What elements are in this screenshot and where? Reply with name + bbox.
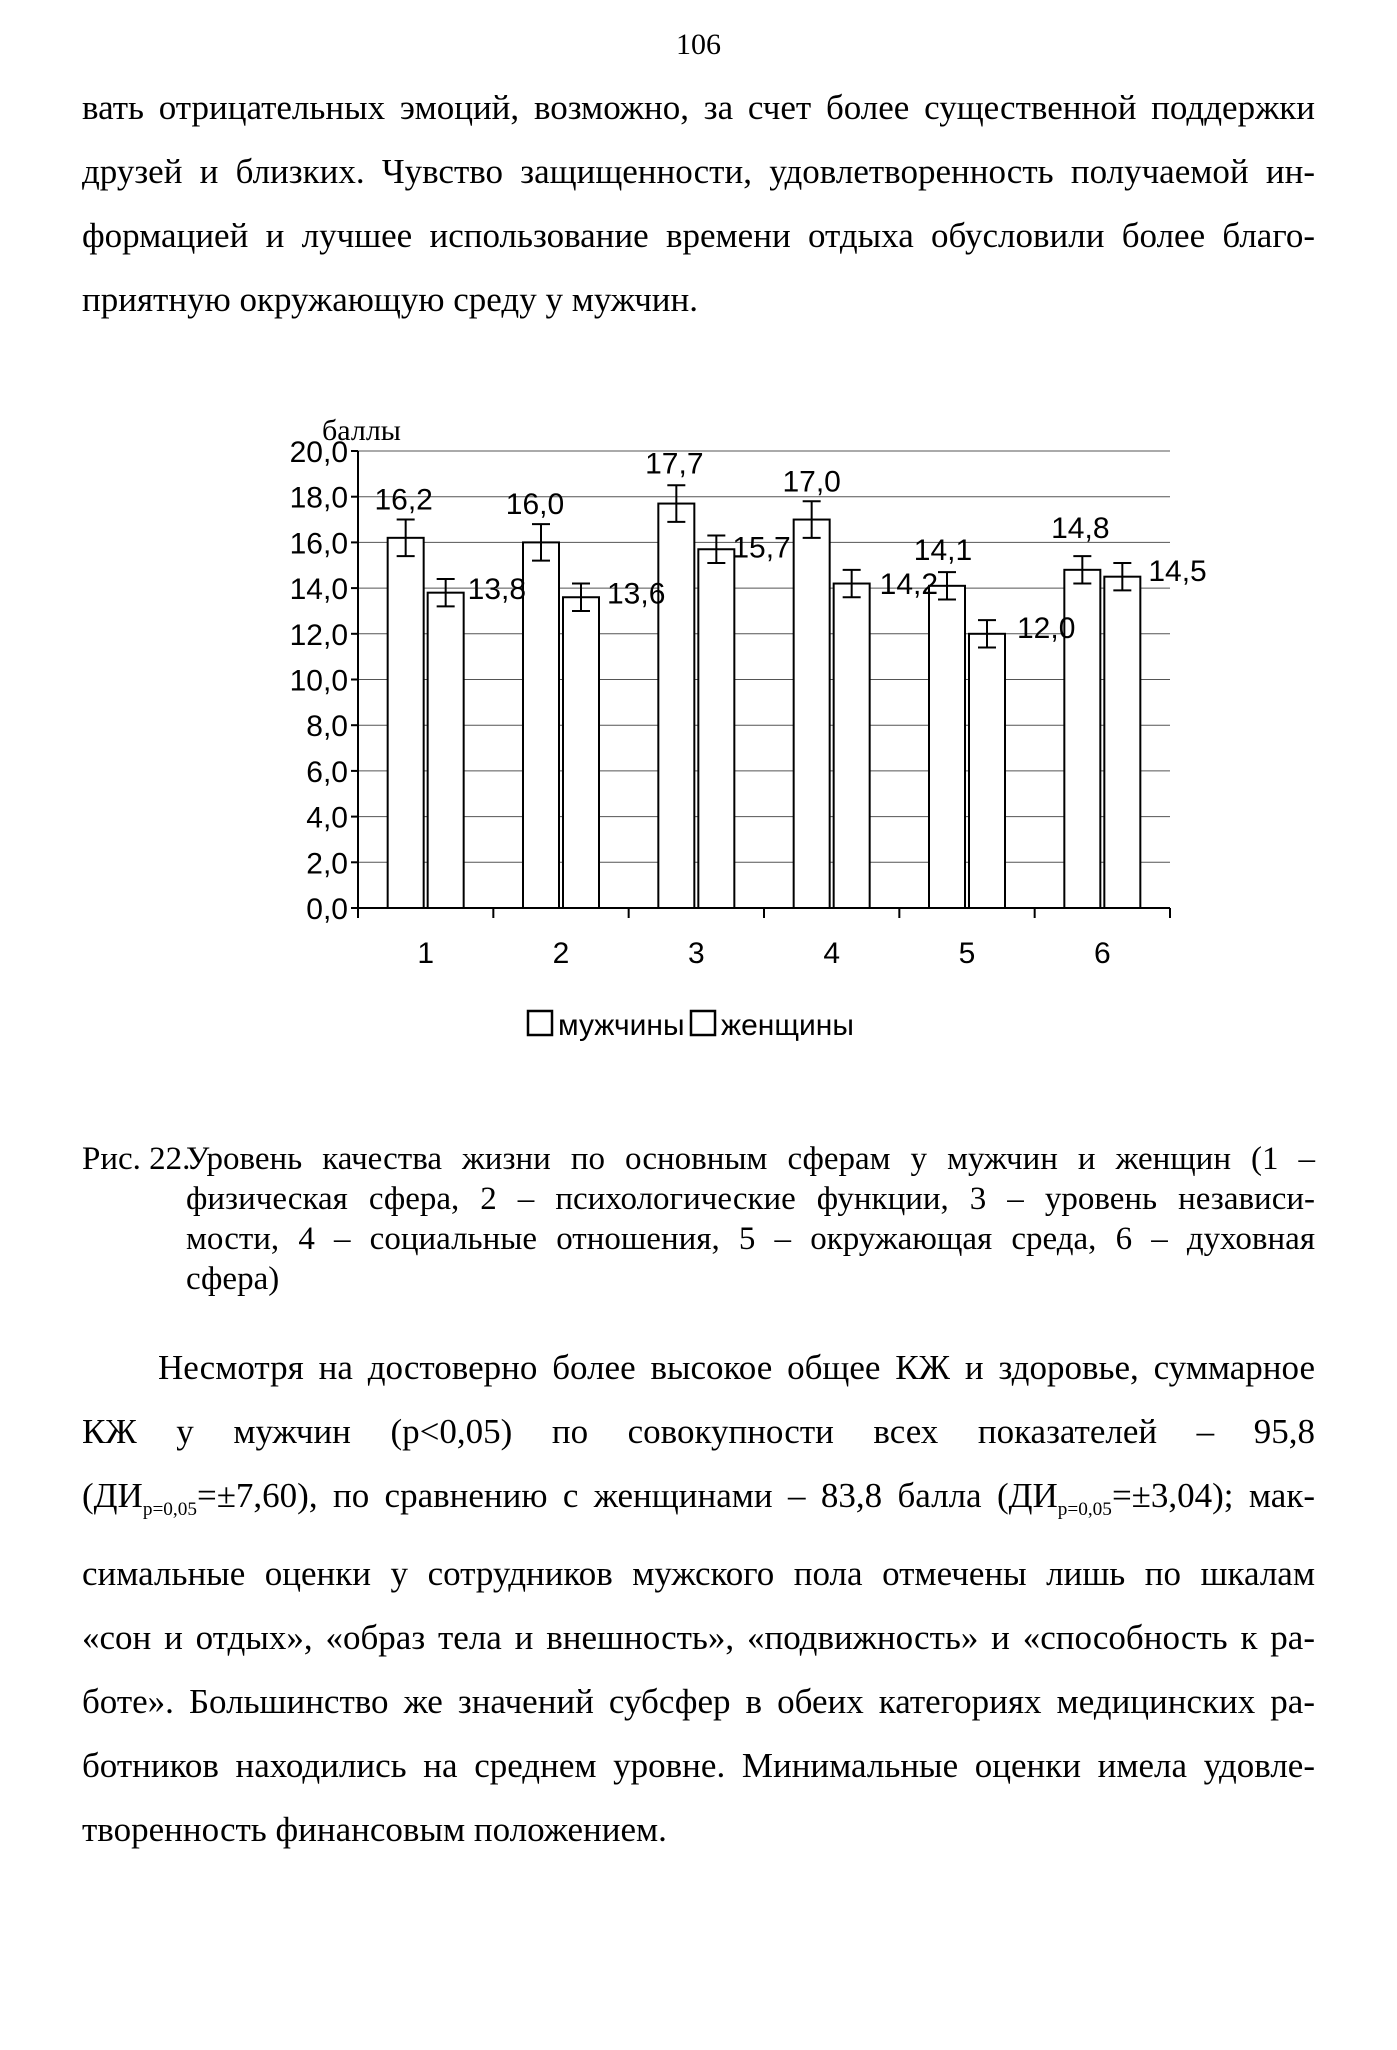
page-number: 106 — [676, 28, 721, 61]
paragraph-bottom — [82, 1336, 1315, 1862]
y-axis-label: баллы — [322, 414, 401, 447]
data-label: 17,0 — [782, 465, 841, 499]
subscript: р=0,05 — [1057, 1499, 1112, 1520]
text-line: ботников находились на среднем уровне. Минимальные оценки имела удовле- — [82, 1746, 1315, 1785]
x-tick-label: 5 — [958, 937, 976, 970]
caption-line: мости, 4 – социальные отношения, 5 – окружающая среда, 6 – духовная — [186, 1221, 1315, 1257]
chart-legend — [528, 1009, 854, 1042]
y-tick-label: 18,0 — [289, 481, 348, 515]
bar-men — [929, 586, 965, 908]
text-line: симальные оценки у сотрудников мужского пола отмечены лишь по шкалам — [82, 1554, 1315, 1593]
bar-men — [794, 520, 830, 908]
x-tick-label: 1 — [417, 937, 435, 970]
bar-women — [969, 634, 1005, 908]
legend-swatch — [528, 1011, 552, 1035]
text-fragment: =±3,04); мак- — [1111, 1476, 1315, 1515]
text-line: творенность финансовым положением. — [82, 1810, 667, 1849]
x-tick-label: 3 — [687, 937, 705, 970]
text-line: друзей и близких. Чувство защищенности, удовлетворенность получаемой ин- — [82, 152, 1315, 191]
y-tick-label: 6,0 — [306, 755, 348, 789]
text-line: приятную окружающую среду у мужчин. — [82, 280, 699, 319]
data-label: 14,5 — [1148, 554, 1207, 588]
caption-text — [186, 1139, 1315, 1299]
y-tick-label: 16,0 — [289, 527, 348, 561]
data-label: 12,0 — [1017, 612, 1076, 646]
y-tick-label: 20,0 — [289, 436, 348, 469]
data-label: 16,0 — [505, 488, 565, 522]
data-label: 14,2 — [879, 567, 939, 601]
x-tick-label: 6 — [1093, 937, 1111, 970]
caption-line: Уровень качества жизни по основным сферам у мужчин и женщин (1 – — [186, 1141, 1315, 1177]
text-line — [82, 1464, 1315, 1542]
y-tick-label: 8,0 — [306, 710, 348, 744]
legend-label: женщины — [721, 1009, 854, 1042]
caption-number: Рис. 22. — [82, 1141, 191, 1177]
bar-women — [834, 584, 870, 908]
chart-axes — [351, 451, 1170, 918]
text-fragment: =±7,60), по сравнению с женщинами – 83,8 балла (ДИ — [196, 1476, 1058, 1515]
bar-women — [698, 549, 734, 908]
y-tick-label: 0,0 — [306, 893, 348, 926]
data-label: 13,8 — [467, 572, 527, 606]
legend-label: мужчины — [558, 1009, 685, 1042]
bar-women — [563, 597, 599, 908]
text-line: вать отрицательных эмоций, возможно, за счет более существенной поддержки — [82, 88, 1315, 127]
data-label: 15,7 — [732, 531, 791, 565]
x-tick-label: 2 — [552, 937, 570, 970]
bar-women — [428, 593, 464, 908]
y-tick-label: 12,0 — [289, 618, 348, 652]
data-label: 14,8 — [1051, 512, 1110, 546]
legend-swatch — [691, 1011, 715, 1035]
caption-line: физическая сфера, 2 – психологические функции, 3 – уровень независи- — [186, 1181, 1315, 1217]
x-tick-label: 4 — [823, 937, 841, 970]
y-tick-label: 4,0 — [306, 801, 348, 835]
data-label: 13,6 — [607, 577, 666, 611]
bar-men — [388, 538, 424, 908]
chart-gridlines — [358, 451, 1170, 862]
text-line: боте». Большинство же значений субсфер в обеих категориях медицинских ра- — [82, 1682, 1315, 1721]
text-line: формацией и лучшее использование времени отдыха обусловили более благо- — [82, 216, 1315, 255]
y-tick-label: 2,0 — [306, 847, 348, 881]
data-label: 16,2 — [374, 483, 433, 517]
paragraph-top — [82, 76, 1315, 332]
subscript: р=0,05 — [142, 1499, 197, 1520]
text-line: Несмотря на достоверно более высокое общее КЖ и здоровье, суммарное — [158, 1348, 1315, 1387]
bar-men — [523, 542, 559, 908]
text-fragment: (ДИ — [82, 1476, 143, 1515]
text-line: КЖ у мужчин (р<0,05) по совокупности всех показателей – 95,8 — [82, 1412, 1315, 1451]
caption-line: сфера) — [186, 1261, 280, 1297]
bar-women — [1104, 577, 1140, 908]
data-label: 17,7 — [645, 447, 704, 481]
text-line: «сон и отдых», «образ тела и внешность», «подвижность» и «способность к ра- — [82, 1618, 1315, 1657]
data-label: 14,1 — [913, 534, 973, 568]
y-tick-label: 10,0 — [289, 664, 348, 698]
y-tick-label: 14,0 — [289, 573, 348, 607]
bar-men — [658, 504, 694, 908]
bar-chart — [250, 410, 1207, 1070]
